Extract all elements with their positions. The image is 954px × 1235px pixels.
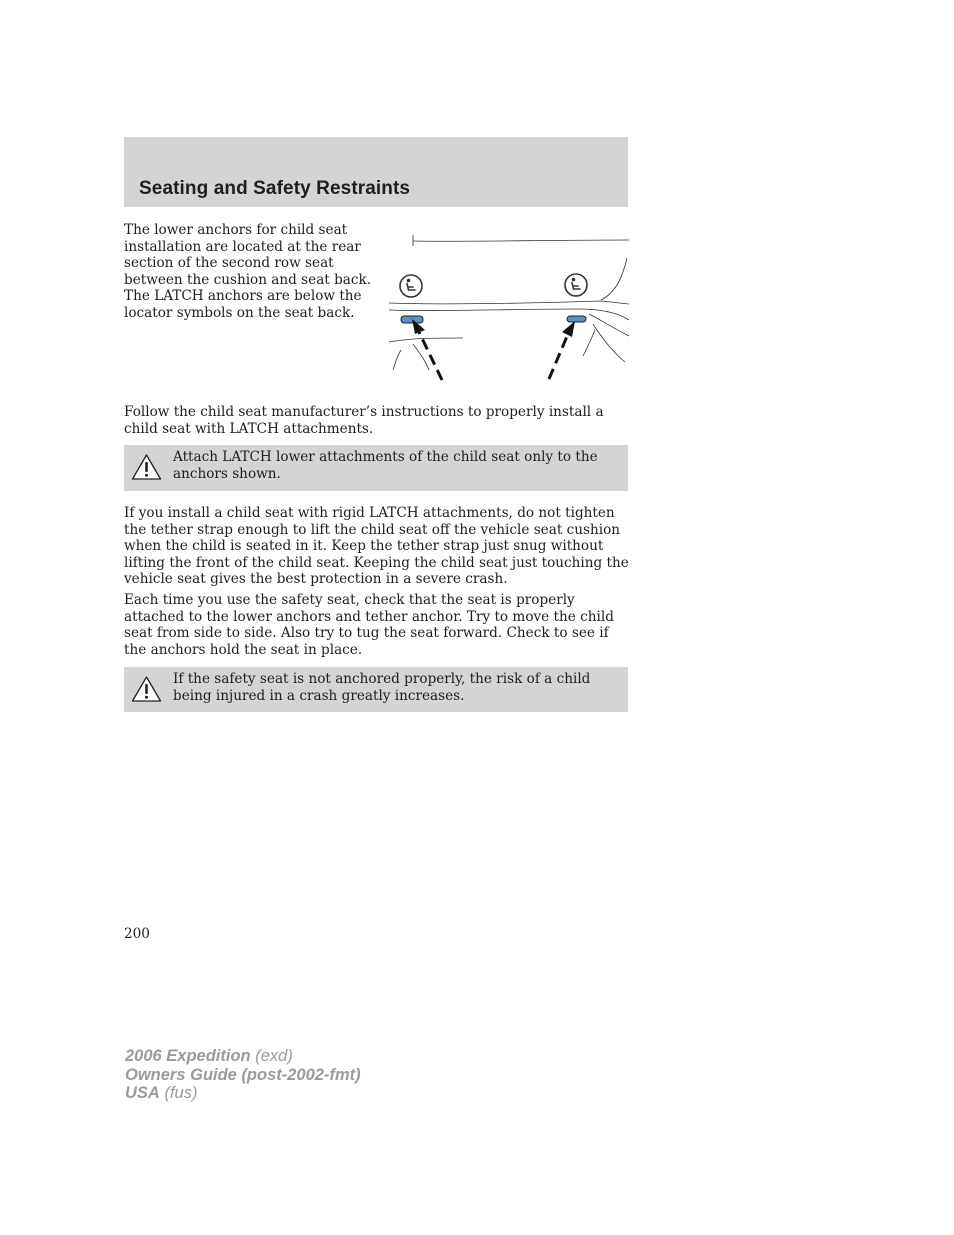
seat-outline xyxy=(389,235,629,370)
warning-text: Attach LATCH lower attachments of the child seat only to the anchors shown. xyxy=(173,449,598,482)
footer-model-code: (exd) xyxy=(255,1047,293,1065)
check-seat-paragraph: Each time you use the safety seat, check that the seat is properly attached to the lower anchors and tether anchor. Try to move the child seat from side to side. Also try to tug the seat forward. Check to see if the anchors hold the seat in place. xyxy=(124,592,614,658)
warning-triangle-icon xyxy=(131,675,162,703)
dashed-arrow-icon xyxy=(549,321,575,379)
warning-callout xyxy=(124,445,628,491)
follow-instructions-paragraph: Follow the child seat manufacturer’s instructions to properly install a child seat with LATCH attachments. xyxy=(124,404,604,437)
warning-triangle-icon xyxy=(131,453,162,481)
footer-market-code: (fus) xyxy=(164,1084,198,1102)
footer-line-guide xyxy=(125,1066,361,1085)
warning-callout xyxy=(124,667,628,712)
child-seat-locator-icon xyxy=(400,275,422,297)
footer-model: 2006 Expedition xyxy=(125,1047,251,1065)
child-seat-locator-icon xyxy=(565,274,587,296)
footer-guide: Owners Guide (post-2002-fmt) xyxy=(125,1065,361,1084)
document-footer xyxy=(125,1047,361,1103)
footer-line-market xyxy=(125,1084,361,1103)
section-header xyxy=(124,137,628,207)
footer-line-model xyxy=(125,1047,361,1066)
rigid-latch-paragraph: If you install a child seat with rigid LATCH attachments, do not tighten the tether strap enough to lift the child seat off the vehicle seat cushion when the child is seated in it. Keep the tether strap just snug without lifting the front of the child seat. Keeping the child seat just touching the vehicle seat gives the best protection in a severe crash. xyxy=(124,505,629,587)
footer-market: USA xyxy=(125,1084,160,1102)
dashed-arrow-icon xyxy=(412,319,442,380)
warning-text: If the safety seat is not anchored properly, the risk of a child being injured in a crash greatly increases. xyxy=(173,671,591,704)
latch-anchor-icon xyxy=(401,316,423,323)
page-number: 200 xyxy=(124,926,150,942)
latch-anchor-illustration xyxy=(387,230,629,382)
latch-anchor-icon xyxy=(567,316,586,322)
section-title: Seating and Safety Restraints xyxy=(139,178,411,199)
intro-paragraph: The lower anchors for child seat installation are located at the rear section of the second row seat between the cushion and seat back. The LATCH anchors are below the locator symbols on the seat back. xyxy=(124,222,372,321)
